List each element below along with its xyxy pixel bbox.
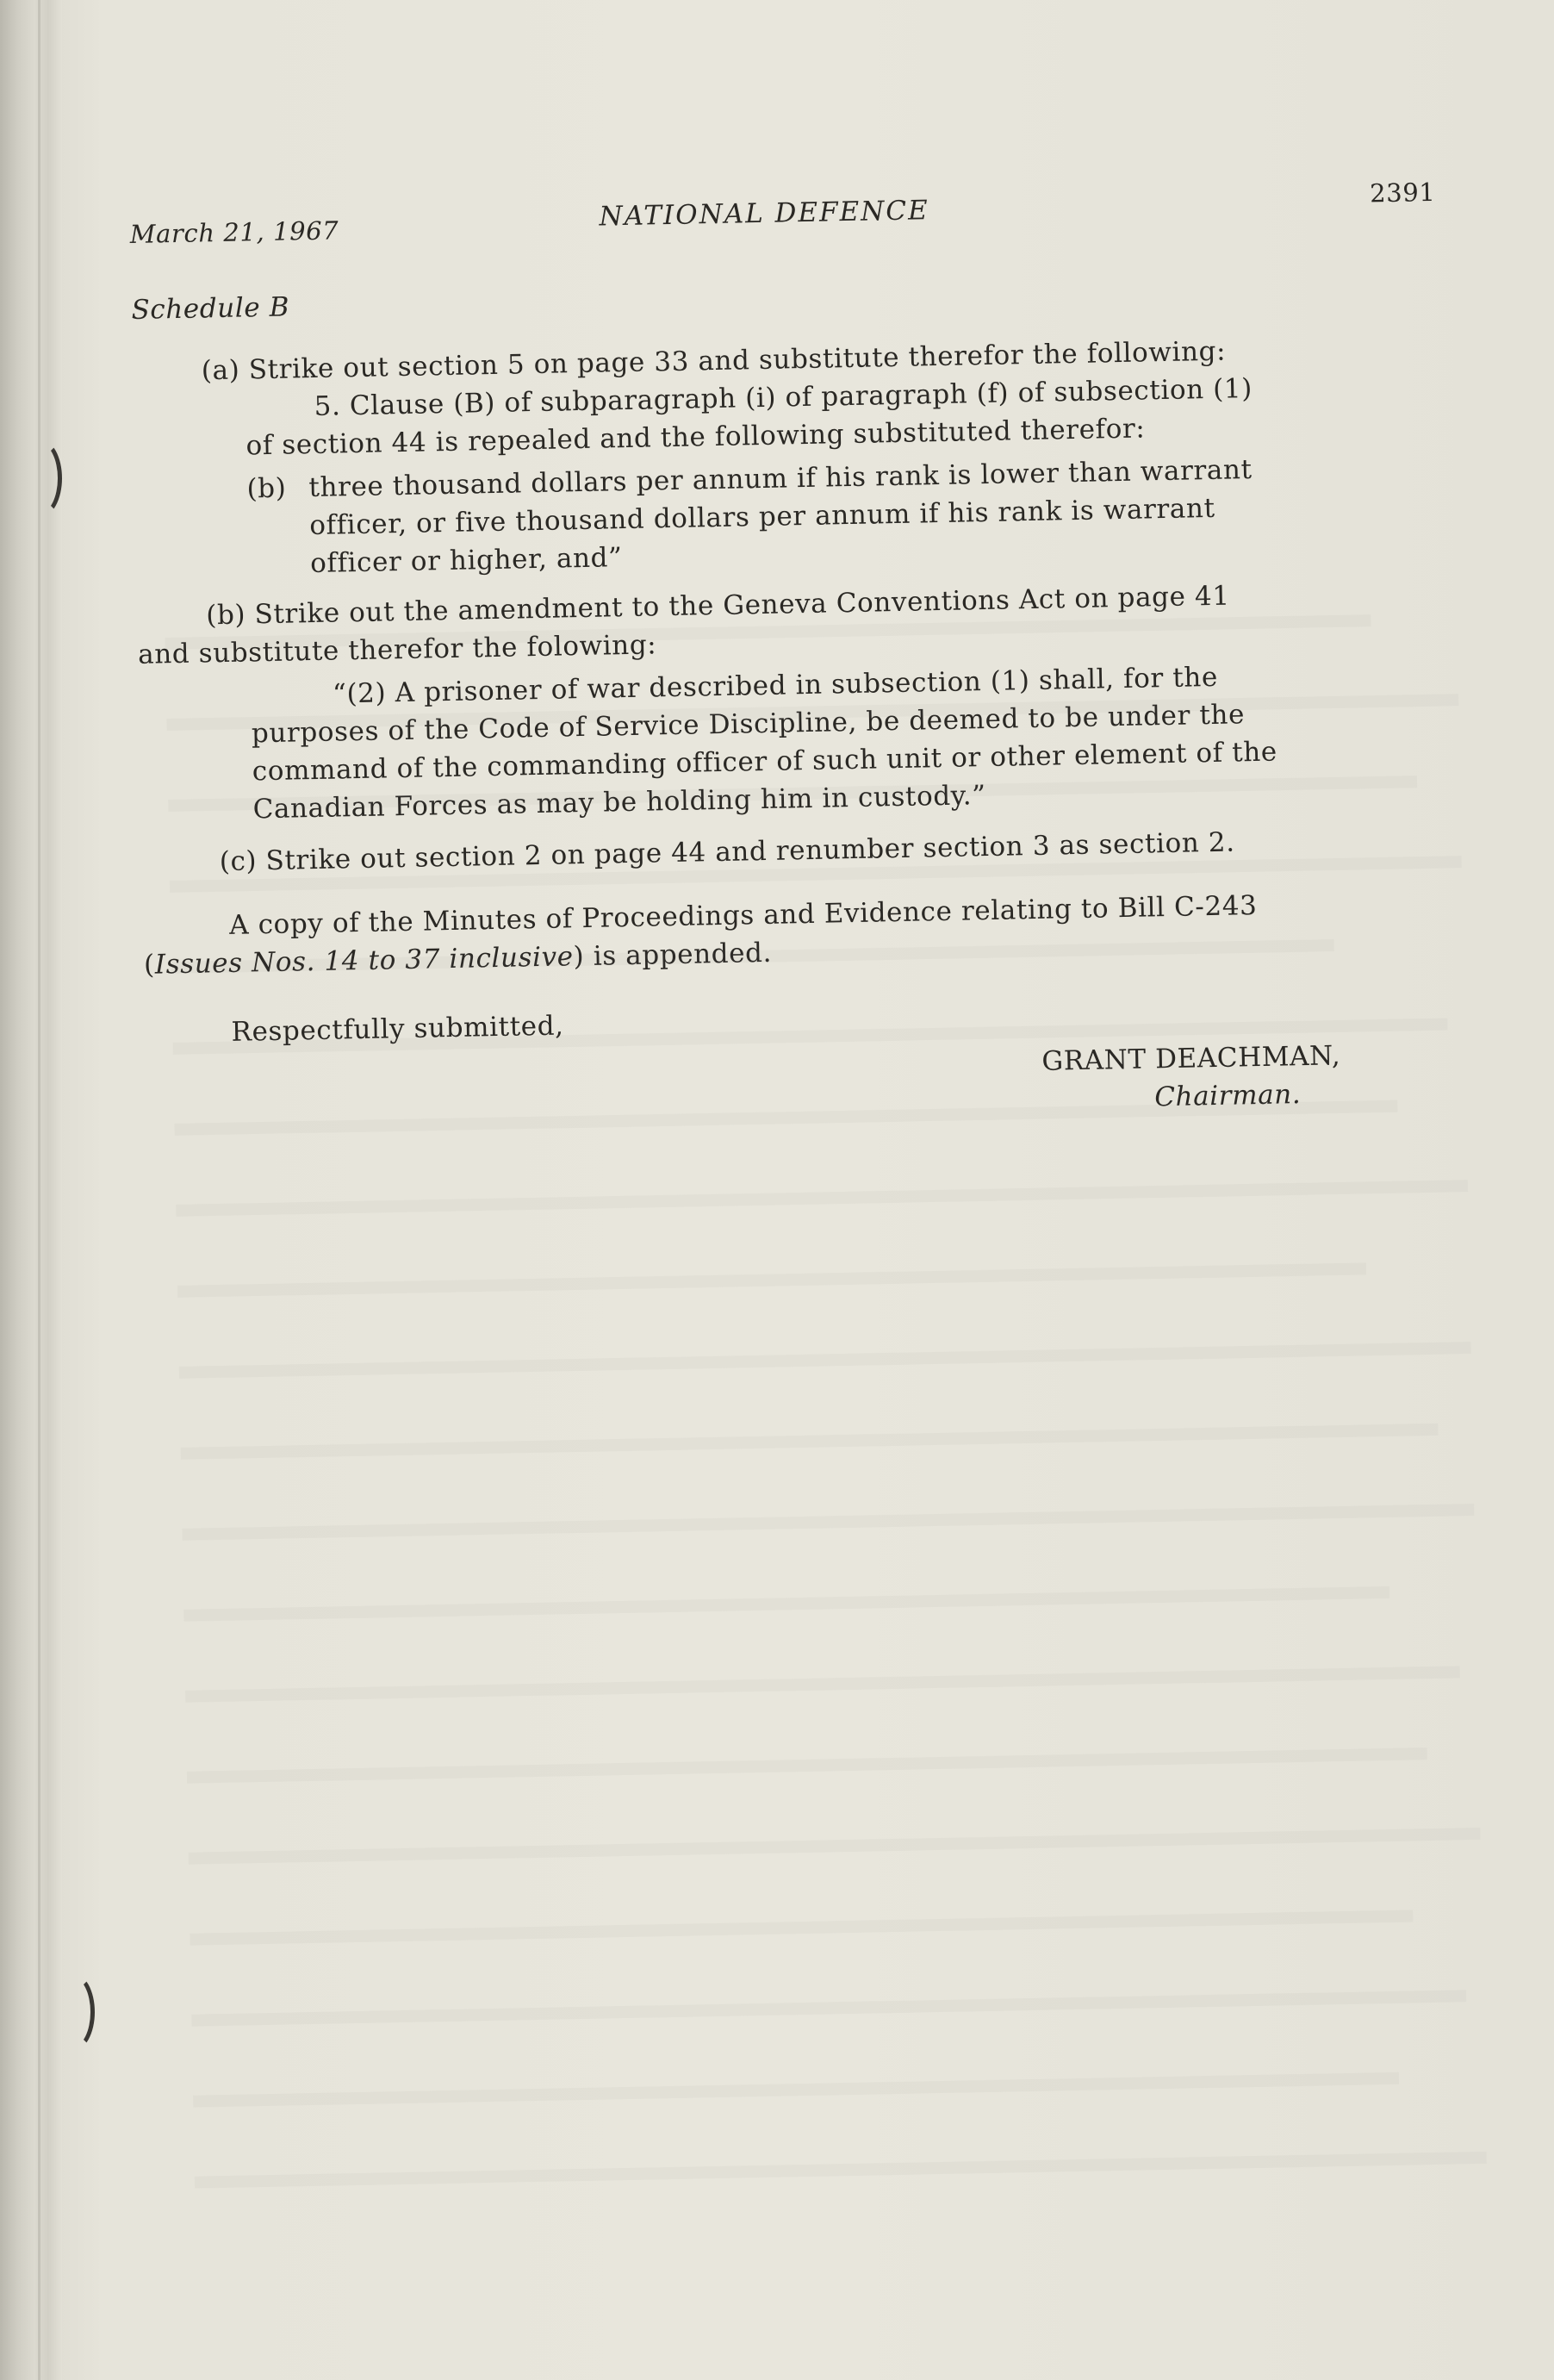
item-c: (c) Strike out section 2 on page 44 and renumber section 3 as section 2.	[219, 826, 1235, 878]
clause5-line2: of section 44 is repealed and the following substituted therefor:	[246, 413, 1146, 462]
page-number: 2391	[1369, 177, 1436, 209]
issues-reference: Issues Nos. 14 to 37 inclusive	[154, 941, 574, 981]
signature-name: GRANT DEACHMAN,	[1041, 1040, 1341, 1077]
item-b	[137, 573, 1459, 831]
closing-text: Respectfully submitted,	[231, 1010, 564, 1048]
sub-clause-b-line2: officer, or five thousand dollars per annum if his rank is warrant	[308, 492, 1215, 542]
page-header	[129, 173, 1448, 250]
quote-line2: purposes of the Code of Service Discipline, be deemed to be under the	[251, 699, 1246, 750]
punch-hole-top	[19, 439, 62, 517]
document-body	[129, 173, 1465, 1136]
signature-role: Chairman.	[1153, 1079, 1302, 1113]
item-b-line1: (b) Strike out the amendment to the Geneva Conventions Act on page 41	[205, 580, 1230, 632]
quote-line3: command of the commanding officer of such unit or other element of the	[252, 736, 1278, 788]
binding-fold-line	[38, 0, 40, 2380]
clause5-line1: 5. Clause (B) of subparagraph (i) of paragraph (f) of subsection (1)	[314, 373, 1253, 422]
copy-line2-close: ) is appended.	[573, 937, 773, 973]
sub-clause-b-line1: three thousand dollars per annum if his rank is lower than warrant	[308, 454, 1253, 504]
quote-line1: “(2) A prisoner of war described in subsection (1) shall, for the	[332, 661, 1219, 710]
header-date: March 21, 1967	[129, 215, 339, 249]
punch-hole-bottom	[52, 1973, 95, 2051]
sub-clause-b-line3: officer or higher, and”	[309, 542, 623, 580]
copy-line2-open: (	[143, 949, 156, 981]
copy-line1: A copy of the Minutes of Proceedings and Evidence relating to Bill C-243	[228, 890, 1258, 941]
quote-line4: Canadian Forces as may be holding him in custody.”	[252, 780, 986, 826]
header-title: NATIONAL DEFENCE	[599, 195, 929, 233]
sub-clause-b-label: (b)	[246, 472, 287, 505]
copy-paragraph	[143, 882, 1462, 983]
item-a-line1: (a) Strike out section 5 on page 33 and substitute therefor the following:	[201, 335, 1227, 387]
schedule-heading: Schedule B	[131, 291, 290, 326]
sub-clause-b	[134, 447, 1454, 586]
item-b-line2: and substitute therefor the folowing:	[137, 629, 657, 670]
item-a	[132, 328, 1454, 586]
